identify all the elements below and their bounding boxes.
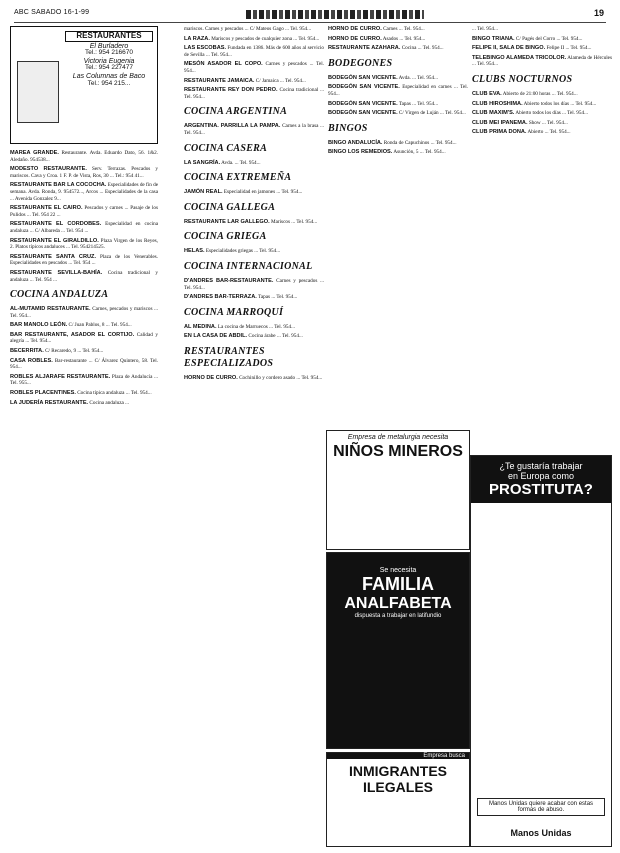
listing-entry bbox=[472, 129, 612, 136]
page-number: 19 bbox=[593, 8, 604, 18]
listing-text: Asunción, 5 ... Tel. 954... bbox=[393, 149, 446, 156]
listing-col4 bbox=[472, 26, 612, 136]
listing-text: Felipe II ... Tel. 954... bbox=[546, 45, 592, 52]
listing-name: TELEBINGO ALAMEDA TRICOLOR. bbox=[472, 54, 567, 61]
listing-entry bbox=[328, 110, 468, 117]
section-heading: BODEGONES bbox=[328, 57, 393, 69]
listing-entry bbox=[10, 254, 158, 267]
listing-text: Cocina ... Tel. 954... bbox=[401, 45, 444, 52]
ad-phone-1: Tel.: 954 216670 bbox=[84, 49, 134, 57]
listing-text: Carnes y pescados ... Tel. 954... bbox=[184, 277, 324, 291]
listing-entry bbox=[328, 84, 468, 97]
listing-entry bbox=[472, 91, 612, 98]
listing-text: Serv. Terrazas. Pescados y mariscos. Cava y Croa. 1 F. P. de Vista, Ros, 30 ... Tel.: 954 41... bbox=[10, 166, 158, 179]
section-banner bbox=[246, 10, 424, 19]
listing-text: Especialidades de fin de semana. Avda. Ronda, 9. 954572..., Arcos ... Especialidades de la casa ... Avenida Gonzalez 9... bbox=[10, 182, 158, 202]
ad-familia-sub: dispuesta a trabajar en latifundio bbox=[354, 613, 442, 619]
listing-entry bbox=[10, 348, 158, 355]
listing-entry bbox=[184, 36, 324, 43]
listing-name: LAS ESCOBAS. bbox=[184, 45, 227, 52]
listing-name: RESTAURANTE LAR GALLEGO. bbox=[184, 218, 270, 225]
listing-name: MODESTO RESTAURANTE. bbox=[10, 166, 87, 173]
listing-entry bbox=[184, 160, 324, 167]
section-heading: COCINA GALLEGA bbox=[184, 201, 276, 213]
listing-text: Calidad y alegría ... Tel. 954... bbox=[10, 331, 158, 345]
listing-name: LA RAZA. bbox=[184, 35, 210, 42]
manos-unidas-logo: Manos Unidas bbox=[510, 828, 572, 838]
listing-name: MAREA GRANDE. bbox=[10, 150, 59, 156]
listing-col2 bbox=[184, 26, 324, 381]
listing-entry bbox=[472, 26, 612, 33]
listing-name: RESTAURANTE BAR LA COCOCHA. bbox=[10, 182, 107, 189]
listing-text: Especialidades griegas ... Tel. 954... bbox=[205, 248, 281, 255]
listing-text: Bar-restaurante ... C/ Álvarez Quintero, 58. Tel. 954... bbox=[10, 357, 159, 371]
ad-ninos-head: Empresa de metalurgia necesita bbox=[347, 434, 449, 441]
listing-text: Carnes ... Tel. 954... bbox=[383, 26, 425, 32]
listing-text: Carnes a la brasa ... Tel. 954... bbox=[184, 123, 324, 136]
section-heading: COCINA EXTREMEÑA bbox=[184, 172, 292, 184]
listing-name: EN LA CASA DE ABDIL. bbox=[184, 333, 248, 340]
restaurant-ad bbox=[10, 26, 158, 144]
listing-entry bbox=[472, 55, 612, 68]
listing-entry bbox=[10, 332, 158, 345]
listing-name: ROBLES PLACENTINES. bbox=[10, 390, 76, 397]
ad-name-1: El Burladero bbox=[89, 42, 129, 50]
listing-text: Show ... Tel. 954... bbox=[528, 119, 568, 126]
listing-entry bbox=[184, 324, 324, 331]
listing-name: FELIPE II, SALA DE BINGO. bbox=[472, 45, 546, 52]
listing-name: CLUB EVA. bbox=[472, 90, 502, 97]
listing-text: Carnes y pescados ... Tel. 954... bbox=[184, 61, 325, 74]
listing-name: BAR RESTAURANTE, ASADOR EL CORTIJO. bbox=[10, 331, 135, 338]
listing-text: Asados ... Tel. 954... bbox=[382, 35, 426, 42]
listing-name: RESTAURANTE SANTA CRUZ. bbox=[10, 253, 97, 260]
listing-text: Cocina típica andaluza ... Tel. 954... bbox=[77, 390, 152, 397]
listing-entry bbox=[184, 333, 324, 340]
listing-entry bbox=[10, 390, 158, 397]
listing-name: CLUB HIROSHIMA. bbox=[472, 100, 523, 107]
listing-col3 bbox=[328, 26, 468, 156]
listing-text: Mariscos y pescados de cualquier zona ... Tel. 954... bbox=[211, 35, 320, 42]
listing-entry bbox=[184, 26, 324, 33]
listing-text: Abierto de 21:00 horas ... Tel. 954... bbox=[502, 90, 578, 97]
listing-text: Cocina tradicional ... Tel. 954... bbox=[184, 87, 324, 100]
listing-entry bbox=[10, 150, 158, 163]
listing-text: ... Tel. 954... bbox=[472, 26, 498, 32]
section-heading: BINGOS bbox=[328, 122, 368, 134]
listing-entry bbox=[472, 110, 612, 117]
ad-prost-header bbox=[471, 456, 611, 503]
listing-name: LA JUDERÍA RESTAURANTE. bbox=[10, 399, 89, 406]
listing-text: Plaza Virgen de los Reyes, 2. Platos típicos andaluces ... Tel. 954214525. bbox=[10, 237, 158, 251]
listing-name: BODEGÓN SAN VICENTE. bbox=[328, 74, 398, 81]
listing-text: Plaza de los Venerables. Especialidades en pescados ... Tel. 954 ... bbox=[10, 253, 158, 267]
listing-text: Pescados y carnes ... Pasaje de los Pulidos ... Tel. 954 22 ... bbox=[10, 205, 159, 218]
ad-phone-3: Tel.: 954 215... bbox=[87, 79, 131, 87]
listing-name: HORNO DE CURRO. bbox=[328, 26, 382, 32]
listing-col1 bbox=[10, 150, 158, 406]
listing-entry bbox=[184, 61, 324, 74]
listing-entry bbox=[184, 294, 324, 301]
listing-text: mariscos. Carnes y pescados ... C/ Mateos Gago ... Tel. 954... bbox=[184, 26, 312, 32]
listing-text: Cocina tradicional y andaluza ... Tel. 954 ... bbox=[10, 269, 159, 283]
listing-text: C/ Pagés del Corro ... Tel. 954... bbox=[515, 35, 583, 42]
listing-text: Especialidad en cocina andaluza ... C/ Albareda ... Tel. 954 ... bbox=[10, 221, 158, 234]
listing-name: RESTAURANTE EL GIRALDILLO. bbox=[10, 237, 99, 244]
section-heading: COCINA ARGENTINA bbox=[184, 106, 288, 118]
section-heading: CLUBS NOCTURNOS bbox=[472, 73, 573, 85]
listing-text: Ronda de Capuchinos ... Tel. 954... bbox=[383, 139, 457, 146]
column-4 bbox=[472, 26, 612, 139]
listing-name: MESÓN ASADOR EL COPO. bbox=[184, 61, 263, 68]
listing-text: Abierto todos los días ... Tel. 954... bbox=[515, 110, 588, 117]
listing-name: HORNO DE CURRO. bbox=[184, 374, 238, 381]
column-1 bbox=[10, 26, 158, 409]
listing-text: Abierto ... Tel. 954... bbox=[527, 129, 571, 136]
listing-name: BINGO LOS REMEDIOS. bbox=[328, 149, 393, 156]
listing-entry bbox=[472, 101, 612, 108]
listing-text: C/ Recaredo, 9 ... Tel. 954... bbox=[45, 348, 104, 355]
listing-name: ARGENTINA. PARRILLA LA PAMPA. bbox=[184, 123, 281, 130]
listing-text: Carnes, pescados y mariscos ... Tel. 954... bbox=[10, 306, 158, 319]
listing-entry bbox=[328, 149, 468, 156]
listing-name: RESTAURANTE EL CAIRO. bbox=[10, 205, 83, 212]
listing-entry bbox=[10, 400, 158, 407]
ad-familia-title1: FAMILIA bbox=[362, 574, 434, 594]
listing-entry bbox=[472, 45, 612, 52]
listing-name: BAR MANOLO LEÓN. bbox=[10, 322, 68, 329]
listing-name: HORNO DE CURRO. bbox=[328, 35, 382, 42]
listing-name: CLUB PRIMA DONA. bbox=[472, 129, 527, 136]
listing-entry bbox=[10, 221, 158, 234]
listing-name: CLUB MEI IPANEMA. bbox=[472, 119, 528, 126]
ad-illustration bbox=[17, 61, 59, 123]
listing-text: Especialidad en carnes ... Tel. 954... bbox=[328, 84, 469, 97]
listing-text: Abierto todos los días ... Tel. 954... bbox=[523, 100, 597, 107]
ad-name-2: Victoria Eugenia bbox=[83, 57, 135, 65]
listing-name: RESTAURANTE AZAHARA. bbox=[328, 45, 401, 52]
listing-entry bbox=[184, 278, 324, 291]
section-heading: COCINA ANDALUZA bbox=[10, 289, 109, 301]
listing-text: Avda. ... Tel. 954... bbox=[398, 74, 438, 81]
listing-name: BINGO ANDALUCÍA. bbox=[328, 139, 383, 146]
listing-name: AL MEDINA. bbox=[184, 323, 217, 330]
ad-inmigrantes-title2: ILEGALES bbox=[362, 779, 433, 795]
listing-text: C/ Juan Pablos, 8 ... Tel. 954... bbox=[68, 322, 132, 329]
listing-name: BODEGÓN SAN VICENTE. bbox=[328, 84, 400, 91]
listing-text: Alameda de Hércules ... Tel. 954... bbox=[472, 54, 613, 68]
listing-entry bbox=[10, 270, 158, 283]
ad-familia-head: Se necesita bbox=[379, 567, 417, 574]
listing-text: Cochinillo y cordero asado ... Tel. 954... bbox=[239, 374, 323, 381]
header-rule bbox=[14, 22, 606, 23]
listing-entry bbox=[10, 374, 158, 387]
listing-entry bbox=[10, 182, 158, 202]
listing-name: D'ANDRES BAR-TERRAZA. bbox=[184, 294, 257, 301]
ad-title: RESTAURANTES bbox=[65, 31, 153, 42]
listing-text: Plaza de Andalucía ... Tel. 955... bbox=[10, 373, 158, 387]
listing-text: La cocina de Marruecos ... Tel. 954... bbox=[217, 323, 296, 330]
ad-familia-title2: ANALFABETA bbox=[344, 595, 452, 612]
listing-entry bbox=[184, 219, 324, 226]
ad-prost-title: PROSTITUTA? bbox=[489, 481, 593, 498]
listing-name: BODEGÓN SAN VICENTE. bbox=[328, 100, 398, 107]
listing-name: BODEGÓN SAN VICENTE. bbox=[328, 110, 398, 117]
listing-text: Cocina andaluza ... bbox=[89, 399, 130, 406]
listing-text: Cocina árabe ... Tel. 954... bbox=[248, 333, 303, 340]
listing-name: CASA ROBLES. bbox=[10, 357, 53, 364]
listing-text: Tapas ... Tel. 954... bbox=[398, 100, 439, 107]
listing-name: ROBLES ALJARAFE RESTAURANTE. bbox=[10, 373, 111, 380]
listing-text: Restaurante. Avda. Eduardo Dato, 56. 1&2. Aledaño. 954538... bbox=[10, 150, 158, 163]
ad-inmigrantes-head: Empresa busca bbox=[327, 753, 469, 759]
listing-entry bbox=[184, 248, 324, 255]
listing-entry bbox=[184, 45, 324, 58]
column-2 bbox=[184, 26, 324, 384]
listing-name: RESTAURANTE EL CORDOBES. bbox=[10, 221, 102, 228]
listing-entry bbox=[472, 36, 612, 43]
listing-name: CLUB MAXIM'S. bbox=[472, 110, 515, 117]
listing-entry bbox=[10, 166, 158, 179]
ad-familia bbox=[326, 552, 470, 749]
listing-name: RESTAURANTE SEVILLA-BAHÍA. bbox=[10, 269, 103, 276]
section-heading: RESTAURANTES ESPECIALIZADOS bbox=[184, 345, 274, 369]
listing-entry bbox=[328, 36, 468, 43]
ad-phone-2: Tel.: 954 227477 bbox=[84, 64, 134, 72]
listing-name: AL-MUTAMID RESTAURANTE. bbox=[10, 306, 91, 313]
listing-entry bbox=[184, 123, 324, 136]
listing-name: BECERRITA. bbox=[10, 348, 44, 355]
header-date: ABC SABADO 16-1-99 bbox=[14, 9, 90, 16]
section-heading: COCINA INTERNACIONAL bbox=[184, 260, 313, 272]
listing-name: BINGO TRIANA. bbox=[472, 35, 515, 42]
listing-entry bbox=[328, 101, 468, 108]
listing-entry bbox=[328, 26, 468, 33]
listing-entry bbox=[184, 87, 324, 100]
ad-prost-q2: en Europa como bbox=[507, 471, 575, 481]
listing-text: Especialidad en jamones ... Tel. 954... bbox=[223, 189, 303, 196]
ad-prostituta bbox=[470, 455, 612, 847]
listing-entry bbox=[10, 322, 158, 329]
listing-text: Avda. ... Tel. 954... bbox=[221, 159, 261, 166]
listing-name: RESTAURANTE JAMAICA. bbox=[184, 77, 255, 84]
listing-name: RESTAURANTE REY DON PEDRO. bbox=[184, 87, 278, 94]
listing-entry bbox=[328, 75, 468, 82]
ad-ninos-title: NIÑOS MINEROS bbox=[333, 443, 463, 460]
column-3 bbox=[328, 26, 468, 159]
listing-name: HELAS. bbox=[184, 248, 205, 255]
ad-name-3: Las Columnas de Baco bbox=[72, 72, 146, 80]
listing-text: C/ Virgen de Luján ... Tel. 954... bbox=[398, 110, 466, 117]
section-heading: COCINA CASERA bbox=[184, 142, 268, 154]
listing-entry bbox=[10, 238, 158, 251]
listing-entry bbox=[472, 120, 612, 127]
listing-name: D'ANDRES BAR-RESTAURANTE. bbox=[184, 277, 274, 284]
listing-entry bbox=[10, 306, 158, 319]
ad-inmigrantes bbox=[326, 752, 470, 847]
listing-entry bbox=[184, 375, 324, 382]
ad-prost-q1: ¿Te gustaría trabajar bbox=[499, 461, 583, 471]
listing-text: Mariscos ... Tel. 954... bbox=[270, 218, 318, 225]
ad-inmigrantes-title1: INMIGRANTES bbox=[349, 763, 447, 779]
listing-entry bbox=[184, 189, 324, 196]
listing-entry bbox=[184, 78, 324, 85]
listing-entry bbox=[10, 358, 158, 371]
ad-ninos-mineros bbox=[326, 430, 470, 550]
page-header bbox=[14, 8, 606, 22]
listing-entry bbox=[10, 205, 158, 218]
listing-text: Fundada en 1386. Más de 600 años al servicio de Sevilla ... Tel. 954... bbox=[184, 45, 325, 58]
listing-name: JAMÓN REAL. bbox=[184, 189, 223, 196]
section-heading: COCINA GRIEGA bbox=[184, 231, 267, 243]
listing-entry bbox=[328, 45, 468, 52]
listing-text: Tapas ... Tel. 954... bbox=[258, 294, 298, 301]
listing-text: C/ Jamaica ... Tel. 954... bbox=[255, 77, 306, 84]
ad-manos-text: Manos Unidas quiere acabar con estas formas de abuso. bbox=[477, 798, 605, 816]
listing-entry bbox=[328, 140, 468, 147]
section-heading: COCINA MARROQUÍ bbox=[184, 306, 284, 318]
listing-name: LA SANGRÍA. bbox=[184, 159, 221, 166]
